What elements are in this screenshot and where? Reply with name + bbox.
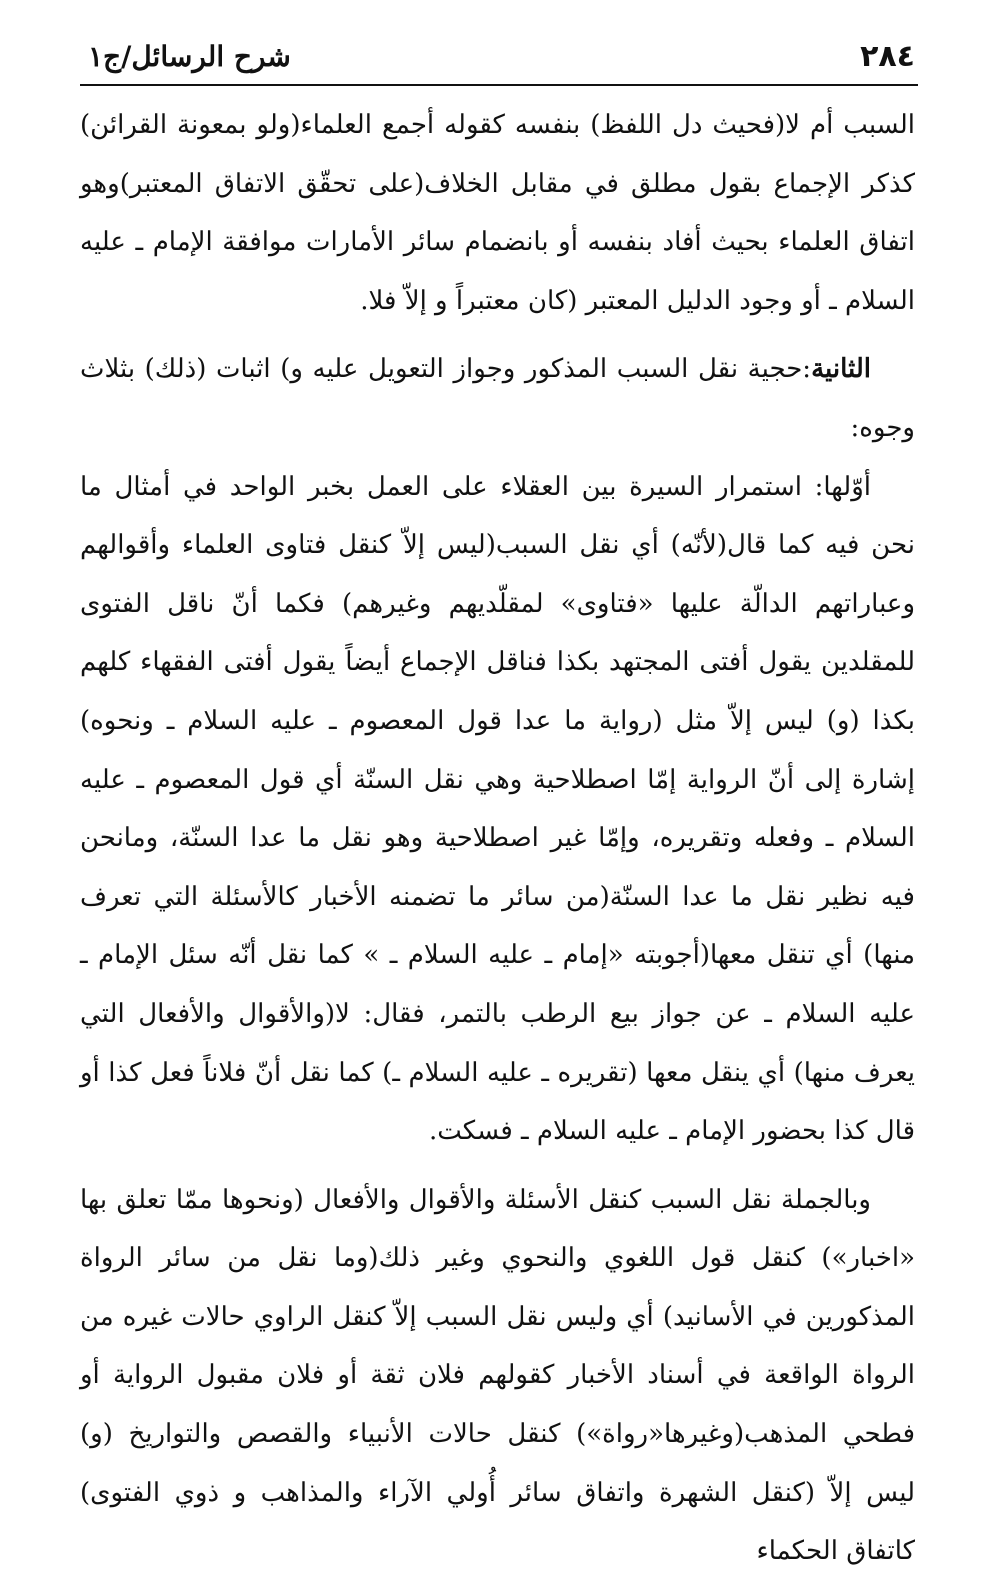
paragraph-gap [80, 1161, 915, 1171]
paragraph-text: السبب أم لا(فحيث دل اللفظ) بنفسه كقوله أجمع العلماء(ولو بمعونة القرائن) كذكر الإجماع بقول مطلق في مقابل الخلاف(على تحقّق الاتفاق المعتبر)وهو اتفاق العلماء بحيث أفاد بنفسه أو بانضمام سائر الأمارات موافقة الإمام ـ عليه السلام ـ أو وجود الدليل المعتبر (كان معتبراً و إلاّ فلا. [80, 110, 915, 316]
paragraph-gap [80, 330, 915, 340]
paragraph-text: أوّلها: استمرار السيرة بين العقلاء على العمل بخبر الواحد في أمثال ما نحن فيه كما قال(لأنّه) أي نقل السبب(ليس إلاّ كنقل فتاوى العلماء وأقوالهم وعباراتهم الدالّة عليها «فتاوى» لمقلّديهم وغيرهم) فكما أنّ ناقل الفتوى للمقلدين يقول أفتى المجتهد بكذا فناقل الإجماع أيضاً يقول أفتى الفقهاء كلهم بكذا (و) ليس إلاّ مثل (رواية ما عدا قول المعصوم ـ عليه السلام ـ ونحوه) إشارة إلى أنّ الرواية إمّا اصطلاحية وهي نقل السنّة أي قول المعصوم ـ عليه السلام ـ وفعله وتقريره، وإمّا غير اصطلاحية وهو نقل ما عدا السنّة، ومانحن فيه نظير نقل ما عدا السنّة(من سائر ما تضمنه الأخبار كالأسئلة التي تعرف منها) أي تنقل معها(أجوبته «إمام ـ عليه السلام ـ » كما نقل أنّه سئل الإمام ـ عليه السلام ـ عن جواز بيع الرطب بالتمر، فقال: لا(والأقوال والأفعال التي يعرف منها) أي ينقل معها (تقريره ـ عليه السلام ـ) كما نقل أنّ فلاناً فعل كذا أو قال كذا بحضور الإمام ـ عليه السلام ـ فسكت. [80, 471, 915, 1147]
book-title: شرح الرسائل/ج١ [88, 39, 291, 73]
page-body [80, 96, 915, 1581]
paragraph-text: :حجية نقل السبب المذكور وجواز التعويل عليه و) اثبات (ذلك) بثلاث وجوه: [80, 354, 915, 443]
header-rule [80, 84, 918, 86]
paragraph-3 [80, 458, 915, 1161]
section-term: الثانية [811, 354, 871, 385]
running-header [88, 30, 915, 82]
paragraph-4 [80, 1171, 915, 1581]
paragraph-2 [80, 340, 915, 457]
paragraph-text: وبالجملة نقل السبب كنقل الأسئلة والأقوال والأفعال (ونحوها ممّا تعلق بها «اخبار») كنقل قول اللغوي والنحوي وغير ذلك(وما نقل من سائر الرواة المذكورين في الأسانيد) أي وليس نقل السبب إلاّ كنقل الراوي حالات غيره من الرواة الواقعة في أسناد الأخبار كقولهم فلان ثقة أو فلان مقبول الرواية أو فطحي المذهب(وغيرها«رواة») كنقل حالات الأنبياء والقصص والتواريخ (و) ليس إلاّ (كنقل الشهرة واتفاق سائر أُولي الآراء والمذاهب و ذوي الفتوى) كاتفاق الحكماء [80, 1184, 915, 1567]
page-number: ٢٨٤ [860, 38, 915, 74]
paragraph-1 [80, 96, 915, 330]
